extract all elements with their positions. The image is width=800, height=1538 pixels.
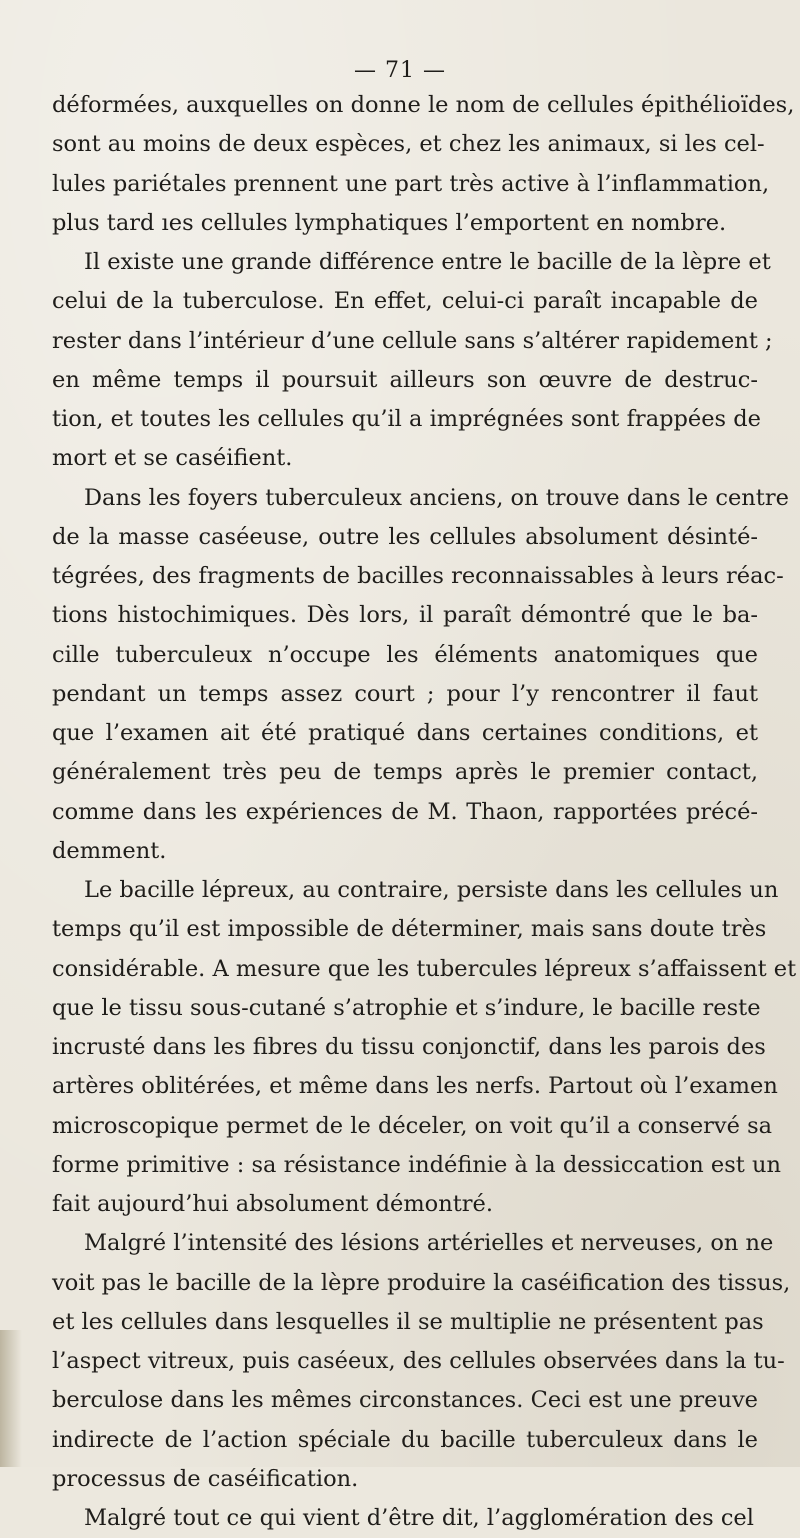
text-line: comme dans les expériences de M. Thaon, rapportées précé- xyxy=(52,798,758,825)
text-line: Dans les foyers tuberculeux anciens, on trouve dans le centre xyxy=(84,484,789,511)
text-line: forme primitive : sa résistance indéfinie à la dessiccation est un xyxy=(52,1151,781,1178)
text-line: mort et se caséifient. xyxy=(52,445,293,472)
text-line: sont au moins de deux espèces, et chez les animaux, si les cel- xyxy=(52,131,765,158)
body-text xyxy=(52,86,797,1538)
text-line: que l’examen ait été pratiqué dans certaines conditions, et xyxy=(52,720,758,746)
text-line: processus de caséification. xyxy=(52,1465,359,1492)
text-line: Le bacille lépreux, au contraire, persiste dans les cellules un xyxy=(84,877,779,903)
text-line: indirecte de l’action spéciale du bacille tuberculeux dans le xyxy=(52,1426,758,1453)
text-line: en même temps il poursuit ailleurs son œuvre de destruc- xyxy=(52,366,758,393)
text-line: tégrées, des fragments de bacilles reconnaissables à leurs réac- xyxy=(52,563,784,589)
text-line: que le tissu sous-cutané s’atrophie et s’indure, le bacille reste xyxy=(52,994,761,1021)
text-line: généralement très peu de temps après le premier contact, xyxy=(52,759,758,786)
text-line: voit pas le bacille de la lèpre produire la caséification des tissus, xyxy=(52,1269,791,1296)
text-line: Malgré tout ce qui vient d’être dit, l’agglomération des cel xyxy=(84,1505,754,1531)
page-number: — 71 — xyxy=(354,58,446,83)
text-line: pendant un temps assez court ; pour l’y rencontrer il faut xyxy=(52,680,758,707)
text-line: celui de la tuberculose. En effet, celui-ci paraît incapable de xyxy=(52,288,758,315)
text-line: considérable. A mesure que les tubercules lépreux s’affaissent et xyxy=(52,955,797,982)
text-line: plus tard ıes cellules lymphatiques l’emportent en nombre. xyxy=(52,209,727,236)
page-edge-stain xyxy=(0,1330,22,1467)
text-line: microscopique permet de le déceler, on voit qu’il a conservé sa xyxy=(52,1112,773,1139)
text-line: déformées, auxquelles on donne le nom de cellules épithélioïdes, xyxy=(52,92,795,118)
text-line: berculose dans les mêmes circonstances. Ceci est une preuve xyxy=(52,1387,758,1414)
text-line: temps qu’il est impossible de déterminer, mais sans doute très xyxy=(52,916,767,943)
text-line: l’aspect vitreux, puis caséeux, des cellules observées dans la tu- xyxy=(52,1348,785,1374)
text-line: tions histochimiques. Dès lors, il paraît démontré que le ba- xyxy=(52,602,758,629)
text-line: Il existe une grande différence entre le bacille de la lèpre et xyxy=(84,249,771,275)
text-line: artères oblitérées, et même dans les nerfs. Partout où l’examen xyxy=(52,1073,778,1100)
text-line: Malgré l’intensité des lésions artérielles et nerveuses, on ne xyxy=(84,1230,774,1257)
text-line: incrusté dans les fibres du tissu conjonctif, dans les parois des xyxy=(52,1034,766,1060)
text-line: fait aujourd’hui absolument démontré. xyxy=(52,1191,493,1217)
text-line: cille tuberculeux n’occupe les éléments anatomiques que xyxy=(52,641,758,668)
text-line: de la masse caséeuse, outre les cellules absolument désinté- xyxy=(52,523,758,550)
text-line: rester dans l’intérieur d’une cellule sans s’altérer rapidement ; xyxy=(52,327,773,354)
text-line: tion, et toutes les cellules qu’il a imprégnées sont frappées de xyxy=(52,406,761,432)
text-line: demment. xyxy=(52,837,167,864)
text-line: lules pariétales prennent une part très active à l’inflammation, xyxy=(52,170,770,197)
text-line: et les cellules dans lesquelles il se multiplie ne présentent pas xyxy=(52,1308,764,1335)
